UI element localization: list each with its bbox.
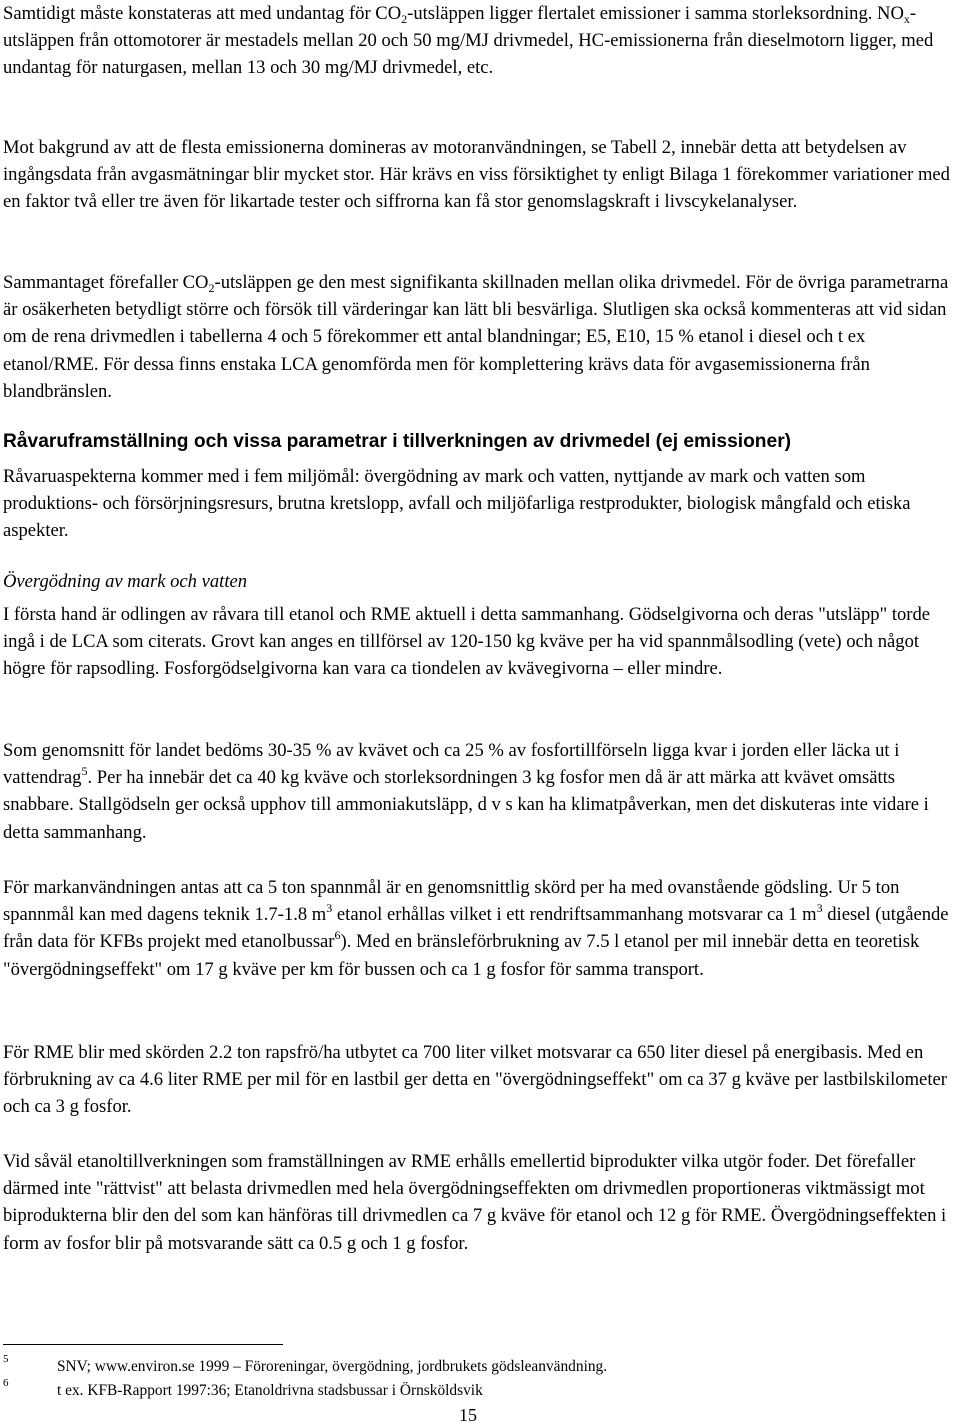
text-run: -utsläppen ge den mest signifikanta skillnaden mellan olika drivmedel. För de övriga parametrarna är osäkerheten betydligt större och försök till värderingar kan lätt bli besvärliga. Slutligen ska också kommenteras att vid sidan om de rena drivmedlen i tabellerna 4 och 5 förekommer ett antal blandningar; E5, E10, 15 % etanol i diesel och t ex etanol/RME. För dessa finns enstaka LCA genomförda men för komplettering krävs data för avgasemissionerna från blandbränslen. — [3, 272, 949, 402]
text-run: För markanvändningen antas att ca 5 ton spannmål är en genomsnittlig skörd per ha med ovanstående gödsling. Ur 5 ton spannmål kan med dagens teknik 1.7-1.8 m — [3, 877, 900, 926]
subscript: 2 — [401, 12, 408, 26]
footnote-number: 5 — [3, 1353, 9, 1365]
paragraph-emissions-comparison — [3, 0, 957, 82]
superscript: 3 — [326, 901, 333, 916]
footnote-divider — [3, 1344, 283, 1345]
text-run: Samtidigt måste konstateras att med undantag för CO — [3, 3, 402, 24]
footnote-text: t ex. KFB-Rapport 1997:36; Etanoldrivna stadsbussar i Örnsköldsvik — [57, 1382, 483, 1399]
paragraph-cultivation: I första hand är odlingen av råvara till etanol och RME aktuell i detta sammanhang. Gödselgivorna och deras "utsläpp" torde ingå i de LCA som citerats. Grovt kan anges en tillförsel av 120-150 kg kväve per ha vid spannmålsodling (vete) och något högre för rapsodling. Fosforgödselgivorna kan vara ca tiondelen av kvävegivorna – eller mindre. — [3, 604, 931, 680]
paragraph-land-use — [3, 874, 957, 983]
text-run: Som genomsnitt för landet bedöms 30-35 % av kvävet och ca 25 % av fosfortillförseln ligga kvar i jorden eller läcka ut i vattendrag — [3, 740, 900, 789]
text-run: . Per ha innebär det ca 40 kg kväve och storleksordningen 3 kg fosfor men då är att märka att kvävet omsätts snabbare. Stallgödseln ger också upphov till ammoniakutsläpp, d v s kan ha klimatpåverkan, men det diskuteras inte vidare i detta sammanhang. — [3, 767, 929, 843]
footnote-reference: 5 — [81, 764, 88, 779]
subscript: x — [903, 12, 910, 26]
page-number: 15 — [459, 1405, 477, 1425]
footnote-reference: 6 — [334, 928, 341, 943]
text-run: diesel (utgående från data för KFBs projekt med etanolbussar — [3, 904, 949, 953]
paragraph-byproducts: Vid såväl etanoltillverkningen som framställningen av RME erhålls emellertid biprodukter vilka utgör foder. Det förefaller därmed inte "rättvist" att belasta drivmedlen med hela övergödningseffekten om drivmedlen proportioneras viktmässigt mot biprodukterna blir den del som kan hänföras till drivmedlen ca 7 g kväve för etanol och 12 g för RME. Övergödningseffekten i form av fosfor blir på motsvarande sätt ca 0.5 g och 1 g fosfor. — [3, 1151, 947, 1254]
footnote-text: SNV; www.environ.se 1999 – Föroreningar, övergödning, jordbrukets gödsleanvändning. — [57, 1358, 608, 1375]
text-run: -utsläppen från ottomotorer är mestadels mellan 20 och 50 mg/MJ drivmedel, HC-emissionerna från dieselmotorn ligger, med undantag för naturgasen, mellan 13 och 30 mg/MJ drivmedel, etc. — [3, 3, 934, 79]
text-run: -utsläppen ligger flertalet emissioner i samma storleksordning. NO — [407, 3, 904, 24]
subsection-heading: Övergödning av mark och vatten — [3, 571, 248, 592]
paragraph-rme: För RME blir med skörden 2.2 ton rapsfrö/ha utbytet ca 700 liter vilket motsvarar ca 650 liter diesel på energibasis. Med en förbrukning av ca 4.6 liter RME per mil för en lastbil ger detta en "övergödningseffekt" om ca 37 g kväve per lastbilskilometer och ca 3 g fosfor. — [3, 1042, 947, 1118]
paragraph-input-data: Mot bakgrund av att de flesta emissionerna domineras av motoranvändningen, se Tabell 2, innebär detta att betydelsen av ingångsdata från avgasmätningar blir mycket stor. Här krävs en viss försiktighet ty enligt Bilaga 1 förekommer variationer med en faktor två eller tre även för likartade tester och siffrorna kan få stor genomslagskraft i livscykelanalyser. — [3, 137, 950, 213]
section-heading: Råvaruframställning och vissa parametrar i tillverkningen av drivmedel (ej emissioner) — [3, 431, 792, 452]
paragraph-summary — [3, 269, 957, 405]
text-run: ). Med en bränsleförbrukning av 7.5 l etanol per mil innebär detta en teoretisk "övergödningseffekt" om 17 g kväve per km för bussen och ca 1 g fosfor för samma transport. — [3, 931, 920, 980]
text-run: etanol erhållas vilket i ett rendriftsammanhang motsvarar ca 1 m — [332, 904, 817, 926]
paragraph-raw-material-aspects: Råvaruaspekterna kommer med i fem miljömål: övergödning av mark och vatten, nyttjande av mark och vatten som produktions- och försörjningsresurs, brutna kretslopp, avfall och miljöfarliga restprodukter, biologisk mångfald och etiska aspekter. — [3, 466, 911, 542]
paragraph-national-average — [3, 737, 957, 846]
text-run: Sammantaget förefaller CO — [3, 272, 209, 293]
subscript: 2 — [208, 281, 215, 295]
superscript: 3 — [816, 901, 823, 916]
footnote-number: 6 — [3, 1377, 9, 1389]
